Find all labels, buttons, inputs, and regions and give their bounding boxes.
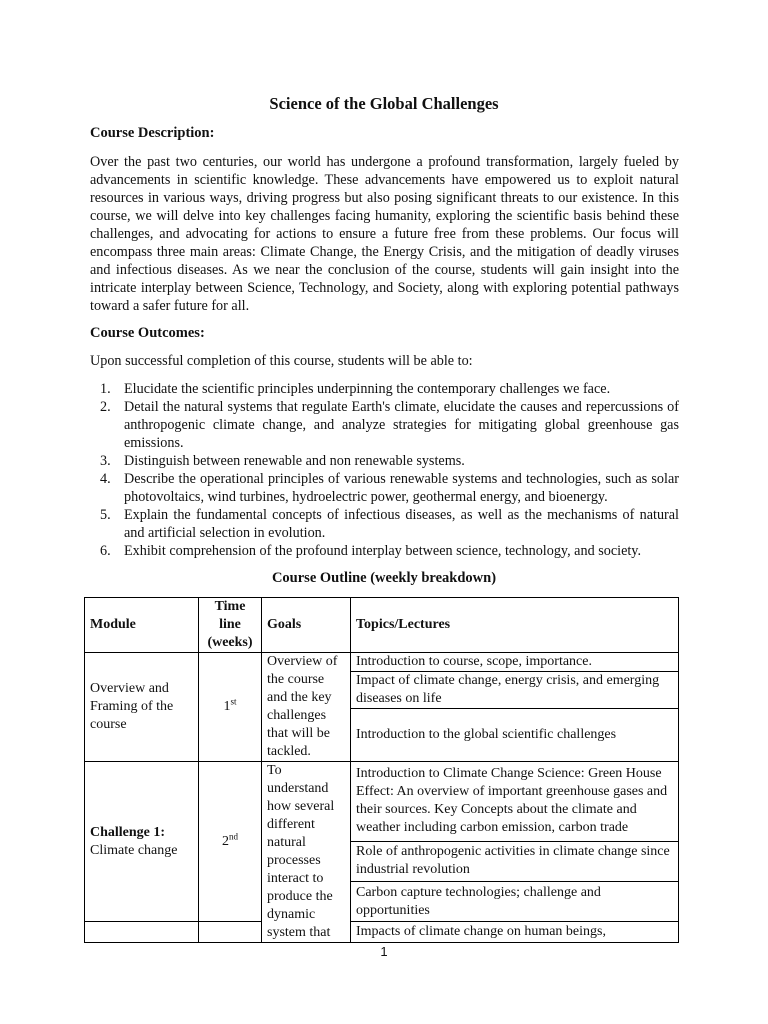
week-cell (199, 762, 262, 922)
outcome-text: Elucidate the scientific principles underpinning the contemporary challenges we face. (124, 381, 611, 397)
header-topics: Topics/Lectures (351, 598, 679, 653)
outcome-number: 3. (100, 453, 111, 469)
outcome-number: 1. (100, 381, 111, 397)
week-suffix: st (230, 696, 237, 707)
outcome-item (90, 542, 679, 560)
header-goals: Goals (262, 598, 351, 653)
goal-cell: To understand how several different natural processes interact to produce the dynamic system that (262, 762, 351, 943)
page-number: 1 (380, 944, 388, 959)
outcome-text: Distinguish between renewable and non renewable systems. (124, 453, 465, 469)
course-outline-table (84, 597, 679, 943)
module-cell-empty (85, 922, 199, 943)
course-outcomes-heading: Course Outcomes: (90, 325, 205, 341)
outcome-text: Detail the natural systems that regulate Earth's climate, elucidate the causes and repercussions of anthropogenic climate change, and analyze strategies for mitigating global greenhouse gas emissions. (124, 399, 679, 451)
course-description-heading: Course Description: (90, 125, 215, 141)
outcome-number: 5. (100, 507, 111, 523)
topic-cell: Role of anthropogenic activities in climate change since industrial revolution (351, 841, 679, 881)
header-module: Module (85, 598, 199, 653)
document-title: Science of the Global Challenges (269, 94, 499, 113)
week-number: 2 (222, 833, 229, 849)
outcome-item (90, 380, 679, 398)
outcome-text: Describe the operational principles of various renewable systems and technologies, such as solar photovoltaics, wind turbines, hydroelectric power, geothermal energy, and bioenergy. (124, 471, 679, 505)
module-cell: Overview and Framing of the course (85, 653, 199, 762)
outcomes-list (90, 380, 679, 560)
table-row (85, 762, 679, 842)
goal-cell: Overview of the course and the key challenges that will be tackled. (262, 653, 351, 762)
topic-cell: Introduction to the global scientific challenges (351, 709, 679, 762)
outcome-number: 6. (100, 543, 111, 559)
outcome-item (90, 452, 679, 470)
week-cell-empty (199, 922, 262, 943)
course-description-paragraph: Over the past two centuries, our world has undergone a profound transformation, largely fueled by advancements in scientific knowledge. These advancements have empowered us to exploit natural resources in various ways, driving progress but also posing significant threats to our existence. In this course, we will delve into key challenges facing humanity, exploring the scientific basis behind these challenges, and advocating for actions to ensure a future free from these problems. Our focus will encompass three main areas: Climate Change, the Energy Crisis, and the mitigation of deadly viruses and infectious diseases. As we near the conclusion of the course, students will gain insight into the intricate interplay between Science, Technology, and Society, along with exploring potential pathways toward a safer future for all. (90, 154, 679, 314)
topic-cell: Carbon capture technologies; challenge and opportunities (351, 881, 679, 921)
week-suffix: nd (229, 830, 238, 841)
module-cell (85, 762, 199, 922)
outcome-number: 4. (100, 471, 111, 487)
outcomes-intro: Upon successful completion of this course, students will be able to: (90, 353, 473, 369)
topic-cell: Introduction to course, scope, importance. (351, 653, 679, 672)
outcome-item (90, 398, 679, 452)
outcome-number: 2. (100, 399, 111, 415)
course-outline-title: Course Outline (weekly breakdown) (271, 570, 497, 586)
topic-cell: Impacts of climate change on human beings, (351, 922, 679, 943)
topic-cell: Impact of climate change, energy crisis, and emerging diseases on life (351, 672, 679, 709)
table-row (85, 922, 679, 943)
outcome-item (90, 470, 679, 506)
week-cell (199, 653, 262, 762)
module-challenge-name: Climate change (90, 842, 178, 858)
topic-cell: Introduction to Climate Change Science: Green House Effect: An overview of important greenhouse gases and their sources. Key Concepts about the climate and weather including carbon emission, carbon trade (351, 762, 679, 842)
module-challenge-label: Challenge 1: (90, 824, 166, 840)
header-timeline: Time line (weeks) (199, 598, 262, 653)
outcome-text: Exhibit comprehension of the profound interplay between science, technology, and society. (124, 543, 642, 559)
week-number: 1 (223, 699, 231, 714)
table-header-row (85, 598, 679, 653)
table-row (85, 653, 679, 672)
outcome-text: Explain the fundamental concepts of infectious diseases, as well as the mechanisms of natural and artificial selection in evolution. (124, 507, 679, 541)
outcome-item (90, 506, 679, 542)
